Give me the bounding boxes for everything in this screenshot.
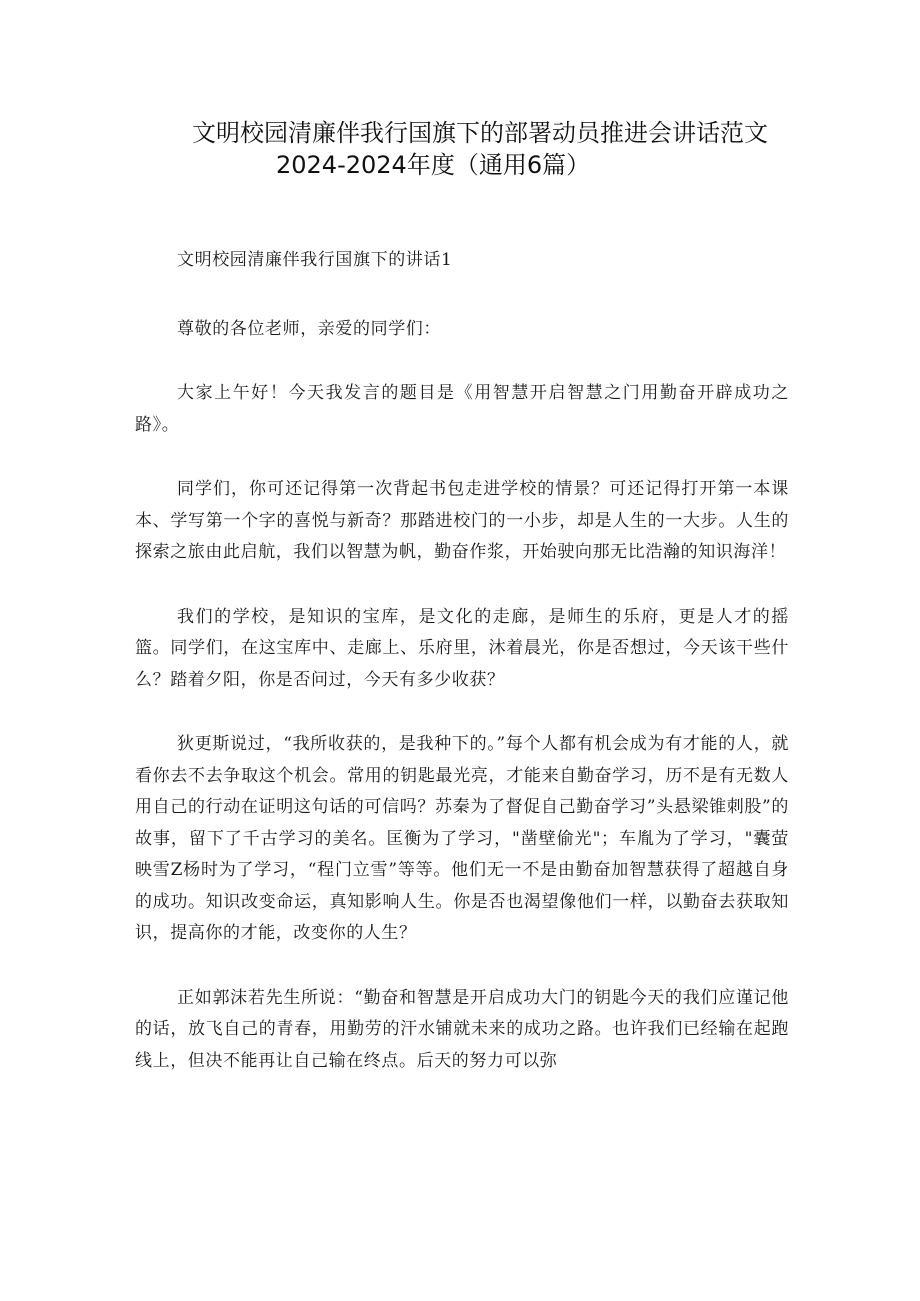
title-line-1: 文明校园清廉伴我行国旗下的部署动员推进会讲话范文: [192, 119, 768, 147]
document-title: [150, 117, 830, 181]
document-body: [135, 245, 789, 1110]
paragraph: 狄更斯说过，“我所收获的，是我种下的。”每个人都有机会成为有才能的人，就看你去不去争取这个机会。常用的钥匙最光亮，才能来自勤奋学习，历不是有无数人用自己的行动在证明这句话的可信吗？苏秦为了督促自己勤奋学习”头悬梁锥刺股”的故事，留下了千古学习的美名。匡衡为了学习，"凿壁偷光"；车胤为了学习，"囊萤映雪Z杨时为了学习，“程门立雪”等等。他们无一不是由勤奋加智慧获得了超越自身的成功。知识改变命运，真知影响人生。你是否也渴望像他们一样，以勤奋去获取知识，提高你的才能，改变你的人生？: [135, 734, 789, 943]
paragraph: 大家上午好！今天我发言的题目是《用智慧开启智慧之门用勤奋开辟成功之路》。: [135, 383, 789, 435]
paragraph: 同学们，你可还记得第一次背起书包走进学校的情景？可还记得打开第一本课本、学写第一个字的喜悦与新奇？那踏进校门的一小步，却是人生的一大步。人生的探索之旅由此启航，我们以智慧为帆，勤奋作浆，开始驶向那无比浩瀚的知识海洋！: [135, 479, 789, 562]
paragraph: 正如郭沫若先生所说：“勤奋和智慧是开启成功大门的钥匙今天的我们应谨记他的话，放飞自己的青春，用勤劳的汗水铺就未来的成功之路。也许我们已经输在起跑线上，但决不能再让自己输在终点。后天的努力可以弥: [135, 987, 789, 1071]
paragraph: 我们的学校，是知识的宝库，是文化的走廊，是师生的乐府，更是人才的摇篮。同学们，在这宝库中、走廊上、乐府里，沐着晨光，你是否想过，今天该干些什么？踏着夕阳，你是否问过，今天有多少收获？: [135, 606, 789, 690]
salutation: 尊敬的各位老师，亲爱的同学们：: [177, 318, 441, 339]
title-line-2: 2024-2024年度（通用6篇）: [276, 151, 591, 179]
section-heading: 文明校园清廉伴我行国旗下的讲话1: [177, 250, 453, 270]
